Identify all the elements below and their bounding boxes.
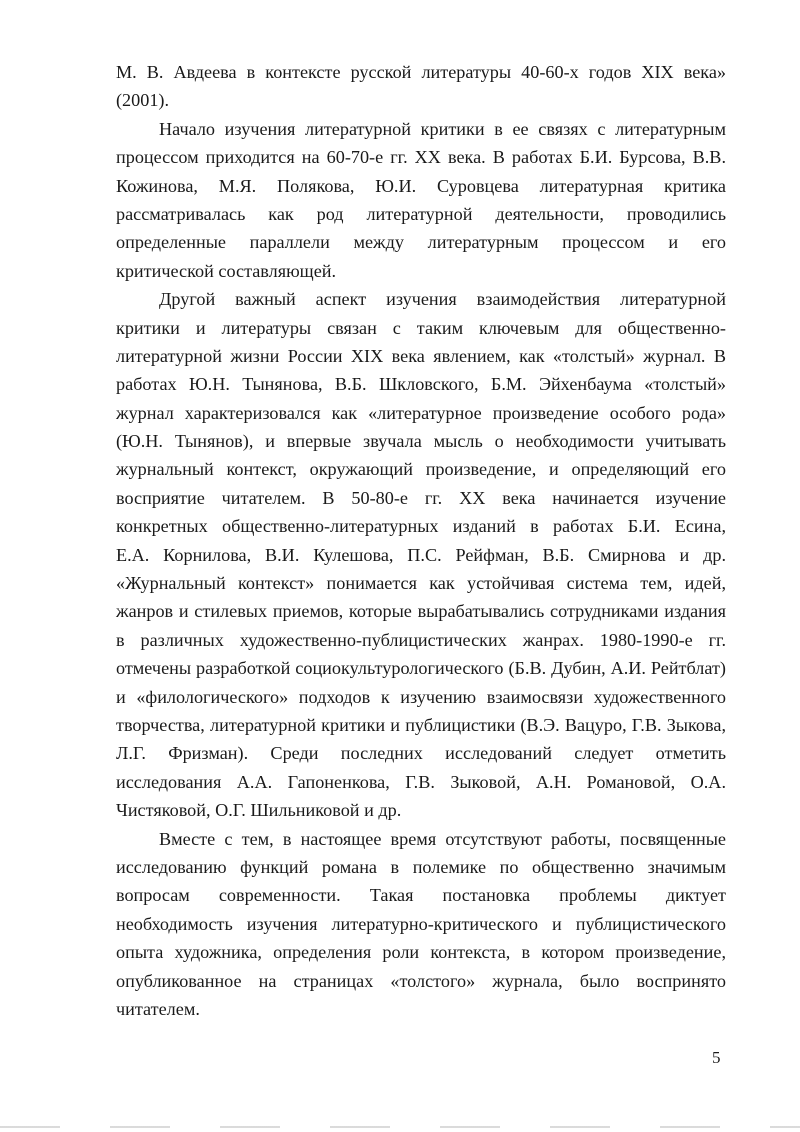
text-line: исследования А.А. Гапоненкова, Г.В. Зыковой, А.Н. Романовой, О.А. bbox=[116, 771, 726, 792]
page-bottom-edge bbox=[0, 1126, 800, 1128]
text-line: читателем. bbox=[116, 998, 200, 1019]
text-line: вопросам современности. Такая постановка проблемы диктует bbox=[116, 885, 726, 906]
text-line: и «филологического» подходов к изучению взаимосвязи художественного bbox=[116, 686, 726, 707]
text-line: Чистяковой, О.Г. Шильниковой и др. bbox=[116, 800, 402, 821]
page-number: 5 bbox=[712, 1048, 721, 1067]
text-line: Вместе с тем, в настоящее время отсутствуют работы, посвященные bbox=[159, 828, 726, 849]
text-line: критики и литературы связан с таким ключевым для общественно- bbox=[116, 317, 726, 338]
paragraph bbox=[116, 825, 726, 1024]
text-line: процессом приходится на 60-70-е гг. XX века. В работах Б.И. Бурсова, В.В. bbox=[116, 147, 726, 168]
text-line: Начало изучения литературной критики в ее связях с литературным bbox=[159, 118, 726, 139]
text-line: восприятие читателем. В 50-80-е гг. XX века начинается изучение bbox=[116, 487, 726, 508]
text-line: творчества, литературной критики и публицистики (В.Э. Вацуро, Г.В. Зыкова, bbox=[116, 714, 726, 735]
text-line: отмечены разработкой социокультурологического (Б.В. Дубин, А.И. Рейтблат) bbox=[116, 658, 726, 679]
text-line: исследованию функций романа в полемике по общественно значимым bbox=[116, 856, 726, 877]
text-line: работах Ю.Н. Тынянова, В.Б. Шкловского, Б.М. Эйхенбаума «толстый» bbox=[116, 374, 726, 395]
text-line: (2001). bbox=[116, 90, 170, 111]
text-line: опубликованное на страницах «толстого» журнала, было воспринято bbox=[116, 970, 726, 991]
text-line: Е.А. Корнилова, В.И. Кулешова, П.С. Рейфман, В.Б. Смирнова и др. bbox=[116, 544, 726, 565]
text-line: Кожинова, М.Я. Полякова, Ю.И. Суровцева литературная критика bbox=[116, 175, 726, 196]
text-line: (Ю.Н. Тынянов), и впервые звучала мысль о необходимости учитывать bbox=[116, 431, 726, 452]
text-line: Другой важный аспект изучения взаимодействия литературной bbox=[159, 289, 726, 310]
text-line: рассматривалась как род литературной деятельности, проводились bbox=[116, 203, 726, 224]
document-body bbox=[116, 58, 726, 1023]
text-line: литературной жизни России XIX века явлением, как «толстый» журнал. В bbox=[116, 345, 726, 366]
text-line: Л.Г. Фризман). Среди последних исследований следует отметить bbox=[116, 743, 726, 764]
text-line: конкретных общественно-литературных изданий в работах Б.И. Есина, bbox=[116, 516, 726, 537]
text-line: критической составляющей. bbox=[116, 260, 337, 281]
text-line: «Журнальный контекст» понимается как устойчивая система тем, идей, bbox=[116, 573, 726, 594]
paragraph bbox=[116, 115, 726, 285]
text-line: М. В. Авдеева в контексте русской литературы 40-60-х годов XIX века» bbox=[116, 62, 726, 82]
paragraph bbox=[116, 285, 726, 824]
text-line: жанров и стилевых приемов, которые вырабатывались сотрудниками издания bbox=[116, 601, 726, 622]
paragraph bbox=[116, 58, 726, 115]
text-line: необходимость изучения литературно-критического и публицистического bbox=[116, 913, 726, 934]
text-line: журнальный контекст, окружающий произведение, и определяющий его bbox=[116, 459, 726, 480]
text-line: опыта художника, определения роли контекста, в котором произведение, bbox=[116, 942, 726, 963]
text-line: в различных художественно-публицистических жанрах. 1980-1990-е гг. bbox=[116, 629, 726, 650]
text-line: определенные параллели между литературным процессом и его bbox=[116, 232, 726, 253]
text-line: журнал характеризовался как «литературное произведение особого рода» bbox=[116, 402, 726, 423]
